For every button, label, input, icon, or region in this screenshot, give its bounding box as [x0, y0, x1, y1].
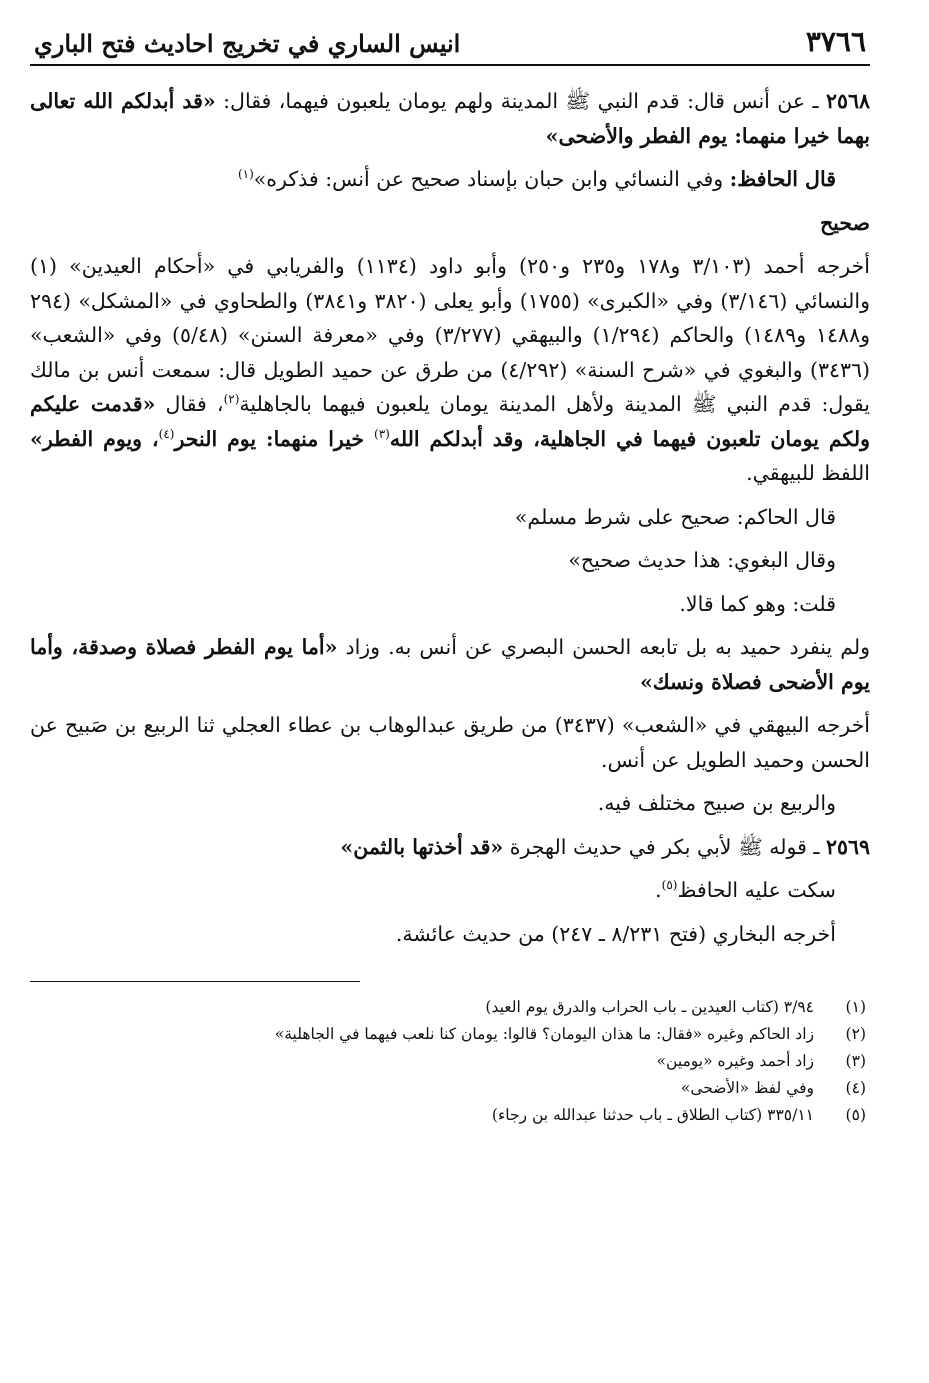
footnote-ref: (٤): [158, 426, 175, 441]
footnote-ref: (٣): [374, 426, 390, 441]
page-body: [30, 84, 870, 1129]
page-number: ٣٧٦٦: [805, 25, 866, 58]
hadith-quote: «قد أبدلكم الله تعالى بهما خيرا منهما: يوم الفطر والأضحى»: [30, 89, 870, 148]
hadith-number: ٢٥٦٩: [825, 834, 870, 859]
footnote-number: (٣): [845, 1052, 866, 1070]
silent-end: .: [655, 878, 662, 902]
hafiz-note: [30, 162, 870, 197]
grade-heading: صحيح: [819, 210, 870, 235]
footnote-number: (٤): [845, 1079, 866, 1097]
takhrij-quote-2: خيرا منهما: يوم النحر: [174, 426, 375, 451]
footnote-number: (٥): [845, 1106, 866, 1124]
hafiz-text: وفي النسائي وابن حبان بإسناد صحيح عن أنس: فذكره»: [253, 167, 730, 191]
takhrij-quote-3: ، ويوم الفطر»: [30, 426, 159, 451]
footnote-divider: [30, 981, 360, 982]
page: [30, 22, 870, 1129]
saying-hakim: قال الحاكم: صحيح على شرط مسلم»: [514, 504, 836, 529]
hadith-text: ـ قوله ﷺ لأبي بكر في حديث الهجرة: [503, 834, 826, 859]
hafiz-label: قال الحافظ:: [729, 167, 836, 191]
footnote-text: وفي لفظ «الأضحى»: [680, 1079, 814, 1097]
footnote-item: [30, 1075, 870, 1102]
bukhari-note: أخرجه البخاري (فتح ٨/٢٣١ ـ ٢٤٧) من حديث عائشة.: [395, 921, 836, 946]
takhrij-text-1: أخرجه أحمد (٣/١٠٣ و١٧٨ و٢٣٥ و٢٥٠) وأبو داود (١١٣٤) والفريابي في «أحكام العيدين» (١) والنسائي (٣/١٤٦) وفي «الكبرى» (١٧٥٥) وأبو يعلى (٣٨٢٠ و٣٨٤١) والطحاوي في «المشكل» (٢٩٤ و١٤٨٨ و١٤٨٩) والحاكم (١/٢٩٤) والبيهقي (٣/٢٧٧) وفي «معرفة السنن» (٥/٤٨) وفي «الشعب» (٣٤٣٦) والبغوي في «شرح السنة» (٤/٢٩٢) من طرق عن حميد الطويل قال: سمعت أنس بن مالك يقول: قدم النبي ﷺ المدينة ولأهل المدينة يومان يلعبون فيهما بالجاهلية: [30, 254, 870, 416]
footnote-text: ٣٣٥/١١ (كتاب الطلاق ـ باب حدثنا عبدالله بن رجاء): [491, 1106, 814, 1124]
footnote-text: زاد الحاكم وغيره «فقال: ما هذان اليومان؟ قالوا: يومان كنا نلعب فيهما في الجاهلية»: [274, 1025, 814, 1043]
footnote-number: (٢): [845, 1025, 866, 1043]
hadith-number: ٢٥٦٨: [825, 89, 870, 113]
follow-quote: «أما يوم الفطر فصلاة وصدقة، وأما يوم الأضحى فصلاة ونسك»: [30, 635, 870, 694]
footnotes: [30, 994, 870, 1129]
hadith-text: ـ عن أنس قال: قدم النبي ﷺ المدينة ولهم يومان يلعبون فيهما، فقال:: [215, 89, 826, 113]
footnote-item: [30, 1021, 870, 1048]
follow-text: ولم ينفرد حميد به بل تابعه الحسن البصري عن أنس به. وزاد: [337, 635, 870, 659]
footnote-ref: (٥): [661, 878, 678, 893]
saying-author: قلت: وهو كما قالا.: [679, 591, 836, 616]
hadith-2569: [30, 830, 870, 865]
footnote-item: [30, 1048, 870, 1075]
follow-paragraph: [30, 630, 870, 699]
bayhaqi-paragraph: أخرجه البيهقي في «الشعب» (٣٤٣٧) من طريق عبدالوهاب بن عطاء العجلي ثنا الربيع بن صَبيح عن الحسن وحميد الطويل عن أنس.: [30, 713, 870, 772]
footnote-text: ٣/٩٤ (كتاب العيدين ـ باب الحراب والدرق يوم العيد): [485, 998, 814, 1016]
footnote-ref: (٢): [223, 392, 240, 407]
takhrij-text-3: اللفظ للبيهقي.: [746, 461, 870, 485]
takhrij-paragraph: [30, 249, 870, 491]
takhrij-text-2: ، فقال: [155, 392, 224, 416]
page-header: [30, 22, 870, 66]
footnote-item: [30, 1102, 870, 1129]
hadith-quote: «قد أخذتها بالثمن»: [340, 834, 504, 859]
hadith-2568: [30, 84, 870, 153]
footnote-number: (١): [845, 998, 866, 1016]
silent-note: [30, 873, 870, 908]
book-title: انيس الساري في تخريج احاديث فتح الباري: [34, 29, 461, 58]
takhrij-quote-1: «قدمت عليكم ولكم يومان تلعبون فيهما في الجاهلية، وقد أبدلكم الله: [30, 392, 871, 451]
silent-text: سكت عليه الحافظ: [677, 878, 836, 902]
footnote-item: [30, 994, 870, 1021]
footnote-ref: (١): [237, 167, 254, 182]
rabi-note: والربيع بن صبيح مختلف فيه.: [597, 791, 836, 815]
footnote-text: زاد أحمد وغيره «يومين»: [656, 1052, 814, 1070]
saying-baghawi: وقال البغوي: هذا حديث صحيح»: [568, 548, 836, 572]
